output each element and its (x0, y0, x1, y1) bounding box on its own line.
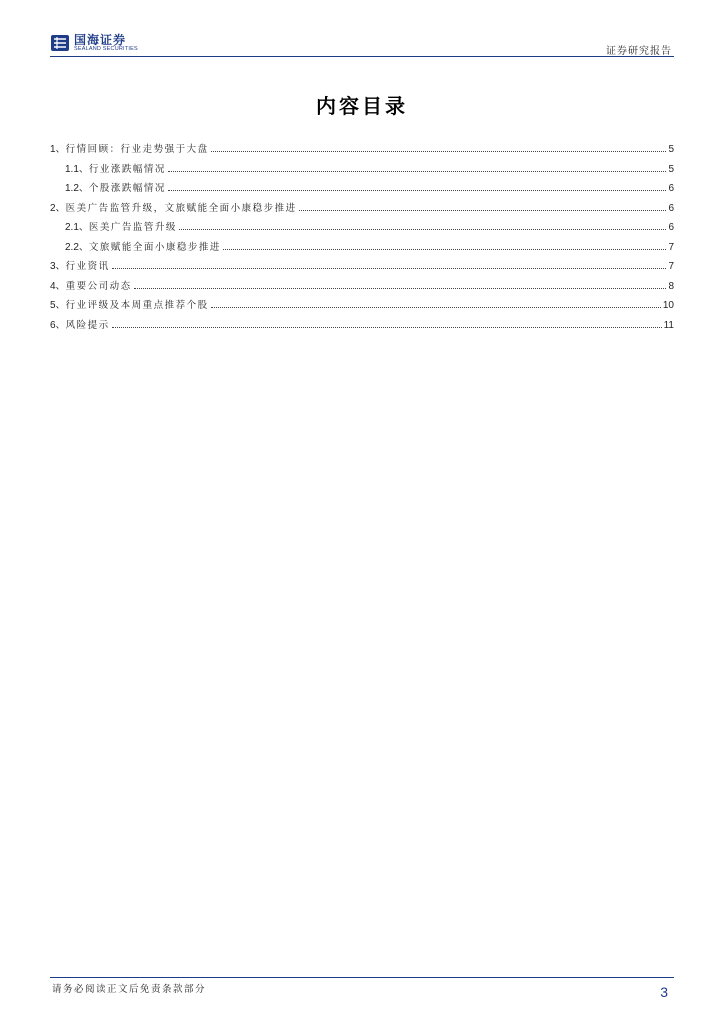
toc-entry-page: 11 (663, 319, 674, 331)
toc-entry-2-1[interactable] (50, 218, 674, 238)
toc-leader-dots (299, 210, 667, 211)
toc-entry-number: 1.2、 (65, 183, 89, 194)
toc-entry-number: 6、 (50, 319, 66, 331)
toc-entry-text: 行业资讯 (65, 261, 110, 272)
page-header (0, 0, 724, 60)
toc-entry-text: 行业评级及本周重点推荐个股 (65, 300, 209, 311)
toc-entry-1-2[interactable] (50, 179, 674, 199)
report-type-label: 证券研究报告 (606, 46, 672, 57)
toc-entry-page: 5 (668, 163, 674, 175)
toc-entry-number: 2.2、 (65, 241, 89, 253)
toc-entry-1-1[interactable] (50, 160, 674, 180)
toc-leader-dots (112, 327, 662, 328)
toc-entry-number: 5、 (50, 300, 66, 311)
toc-entry-4[interactable] (50, 277, 674, 297)
sealand-logo-icon (50, 33, 70, 53)
toc-leader-dots (168, 171, 667, 172)
toc-entry-2-2[interactable] (50, 238, 674, 258)
table-of-contents (50, 140, 674, 335)
toc-entry-text: 医美广告监管升级 (88, 222, 177, 233)
toc-leader-dots (223, 249, 667, 250)
toc-entry-page: 6 (668, 222, 674, 233)
toc-entry-number: 1、 (50, 144, 66, 155)
logo-en-text: SEALAND SECURITIES (74, 45, 138, 52)
toc-leader-dots (179, 229, 667, 230)
toc-entry-number: 2、 (50, 202, 66, 214)
toc-entry-text: 重要公司动态 (65, 280, 132, 292)
toc-entry-number: 1.1、 (65, 163, 89, 175)
header-divider (50, 56, 674, 57)
footer-disclaimer: 请务必阅读正文后免责条款部分 (52, 984, 207, 995)
toc-leader-dots (211, 307, 661, 308)
toc-entry-number: 3、 (50, 261, 66, 272)
toc-entry-page: 6 (668, 202, 674, 214)
sealand-securities-logo (50, 32, 138, 54)
toc-entry-page: 8 (668, 280, 674, 292)
toc-entry-number: 2.1、 (65, 222, 89, 233)
toc-entry-2[interactable] (50, 199, 674, 219)
toc-leader-dots (112, 268, 667, 269)
toc-entry-page: 6 (668, 183, 674, 194)
toc-entry-1[interactable] (50, 140, 674, 160)
toc-entry-text: 个股涨跌幅情况 (88, 183, 166, 194)
toc-leader-dots (134, 288, 667, 289)
toc-entry-text: 医美广告监管升级，文旅赋能全面小康稳步推进 (65, 202, 297, 214)
toc-entry-5[interactable] (50, 296, 674, 316)
footer-divider (50, 977, 674, 978)
toc-leader-dots (211, 151, 667, 152)
toc-entry-text: 文旅赋能全面小康稳步推进 (88, 241, 221, 253)
toc-entry-text: 行业涨跌幅情况 (88, 163, 166, 175)
toc-entry-text: 行情回顾：行业走势强于大盘 (65, 144, 209, 155)
logo-cn-text: 国海证券 (74, 32, 127, 47)
toc-entry-page: 7 (668, 241, 674, 253)
page-number: 3 (660, 984, 668, 1000)
toc-entry-page: 7 (668, 261, 674, 272)
toc-entry-text: 风险提示 (65, 319, 110, 331)
toc-entry-number: 4、 (50, 280, 66, 292)
toc-entry-3[interactable] (50, 257, 674, 277)
toc-leader-dots (168, 190, 667, 191)
toc-entry-6[interactable] (50, 316, 674, 336)
toc-title: 内容目录 (316, 94, 408, 118)
toc-entry-page: 10 (662, 300, 674, 311)
toc-entry-page: 5 (668, 144, 674, 155)
